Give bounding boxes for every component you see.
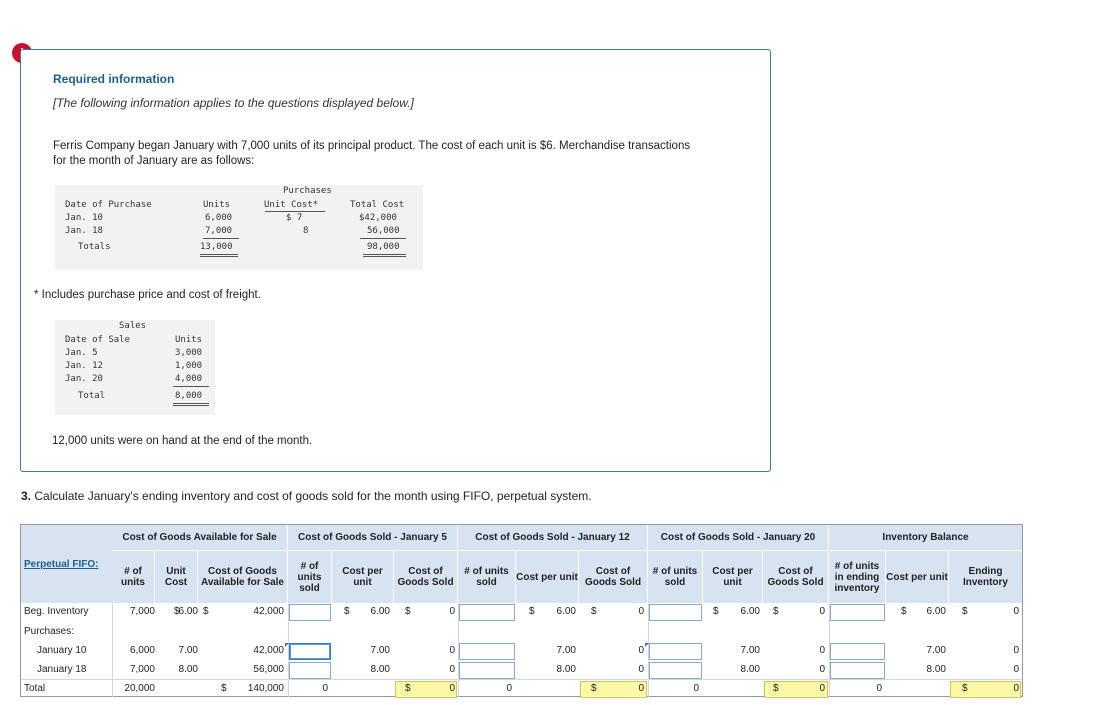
cost-per-unit-jan12-value: 7.00 (556, 645, 576, 656)
cogs-jan12-value: 0 (638, 645, 644, 656)
purchase-date: Jan. 10 (65, 213, 103, 223)
sale-units: 4,000 (175, 374, 203, 384)
units-value: 20,000 (124, 683, 155, 694)
dollar-sign: $ (405, 683, 411, 694)
sale-units: 1,000 (175, 361, 203, 371)
cost-per-unit-jan5-value: 8.00 (370, 664, 390, 675)
group-inventory-balance: Inventory Balance (829, 525, 1022, 550)
group-cost-available: Cost of Goods Available for Sale (112, 525, 288, 550)
row-label: Total (24, 683, 46, 694)
footnote: * Includes purchase price and cost of freight. (34, 289, 261, 301)
col-cost-per-unit-balance: Cost per unit (886, 550, 949, 603)
purchases-group-header: Purchases (283, 186, 332, 196)
month-end-text: 12,000 units were on hand at the end of the month. (52, 435, 313, 447)
purchase-units: 7,000 (205, 226, 233, 236)
col-cost-per-unit-jan12: Cost per unit (516, 550, 579, 603)
dollar-sign: $ (773, 683, 779, 694)
cogs-jan12-value: 0 (638, 664, 644, 675)
sales-total-units: 8,000 (175, 391, 203, 401)
required-info-title: Required information (53, 72, 175, 86)
question-body: Calculate January's ending inventory and cost of goods sold for the month using FIFO, perpetual system. (31, 489, 592, 503)
units-sold-jan5-input[interactable] (289, 662, 331, 679)
cost-available-value: 140,000 (247, 683, 284, 694)
dollar-sign: $ (405, 606, 411, 617)
cogs-jan12-total: 0 (638, 683, 644, 694)
units-sold-jan20-total: 0 (693, 683, 699, 694)
units-ending-total: 0 (876, 683, 882, 694)
perpetual-fifo-table (20, 524, 1023, 697)
cogs-jan5-value: 0 (449, 645, 455, 656)
cogs-jan20-total: 0 (819, 683, 825, 694)
intro-text: Ferris Company began January with 7,000 units of its principal product. The cost of each unit is $6. Merchandise transactions for the month of January are as follows: (53, 140, 691, 167)
purchases-totals-cost: 98,000 (367, 242, 400, 252)
units-sold-jan20-input[interactable] (649, 604, 702, 621)
cogs-jan20-value: 0 (819, 645, 825, 656)
units-ending-input[interactable] (830, 662, 885, 679)
purchase-unit-cost: $ 7 (286, 213, 303, 223)
units-sold-jan20-input[interactable] (649, 643, 702, 660)
cogs-jan20-value: 0 (819, 664, 825, 675)
col-date-of-sale: Date of Sale (65, 335, 131, 345)
group-cogs-jan5: Cost of Goods Sold - January 5 (288, 525, 458, 550)
table-row-total (21, 680, 1022, 698)
purchases-totals-units: 13,000 (200, 242, 233, 252)
cogs-jan12-value: 0 (638, 606, 644, 617)
col-date-of-purchase: Date of Purchase (65, 200, 152, 210)
cost-per-unit-jan20-value: 7.00 (740, 645, 760, 656)
cost-per-unit-jan5-value: 7.00 (370, 645, 390, 656)
dollar-sign: $ (591, 606, 597, 617)
units-sold-jan12-input[interactable] (459, 662, 515, 679)
col-units: # of units (112, 550, 155, 603)
dollar-sign: $ (529, 606, 535, 617)
dollar-sign: $ (174, 606, 180, 617)
purchase-unit-cost: 8 (303, 226, 309, 236)
sale-date: Jan. 20 (65, 374, 103, 384)
units-value: 7,000 (129, 606, 155, 617)
cost-per-unit-balance-value: 8.00 (926, 664, 946, 675)
cost-per-unit-jan12-value: 8.00 (556, 664, 576, 675)
purchase-total-cost: 56,000 (367, 226, 400, 236)
ending-inventory-value: 0 (1013, 645, 1019, 656)
sale-date: Jan. 12 (65, 361, 103, 371)
cogs-jan20-value: 0 (819, 606, 825, 617)
col-units-sold-jan12: # of units sold (458, 550, 516, 603)
table-row-january-10 (21, 642, 1022, 660)
units-value: 6,000 (129, 645, 155, 656)
purchase-date: Jan. 18 (65, 226, 103, 236)
units-sold-jan20-input[interactable] (649, 662, 702, 679)
row-label: Purchases: (24, 626, 75, 637)
col-cogs-jan20: Cost of Goods Sold (763, 550, 829, 603)
sales-group-header: Sales (119, 321, 147, 331)
units-sold-jan5-input[interactable] (289, 643, 331, 660)
row-label: Beg. Inventory (24, 606, 89, 617)
units-sold-jan5-input[interactable] (289, 604, 331, 621)
unit-cost-value: 6.00 (178, 606, 198, 617)
cost-per-unit-jan20-value: 8.00 (740, 664, 760, 675)
question-text (21, 489, 592, 503)
dollar-sign: $ (773, 606, 779, 617)
cost-per-unit-jan5-value: 6.00 (370, 606, 390, 617)
ending-inventory-value: 0 (1013, 664, 1019, 675)
cost-available-value: 42,000 (253, 645, 284, 656)
dollar-sign: $ (203, 606, 209, 617)
col-cost-available: Cost of Goods Available for Sale (198, 550, 288, 603)
purchases-totals-label: Totals (78, 242, 111, 252)
cost-per-unit-jan12-value: 6.00 (556, 606, 576, 617)
sales-total-label: Total (78, 391, 106, 401)
col-cogs-jan12: Cost of Goods Sold (579, 550, 648, 603)
units-sold-jan12-total: 0 (506, 683, 512, 694)
cost-per-unit-balance-value: 6.00 (926, 606, 946, 617)
col-unit-cost: Unit Cost (155, 550, 198, 603)
cost-per-unit-jan20-value: 6.00 (740, 606, 760, 617)
col-cost-per-unit-jan20: Cost per unit (703, 550, 763, 603)
sale-date: Jan. 5 (65, 348, 98, 358)
cogs-jan5-value: 0 (449, 606, 455, 617)
cogs-jan5-total: 0 (449, 683, 455, 694)
units-ending-input[interactable] (830, 643, 885, 660)
dollar-sign: $ (713, 606, 719, 617)
perpetual-fifo-label: Perpetual FIFO: (24, 559, 99, 570)
group-cogs-jan20: Cost of Goods Sold - January 20 (648, 525, 829, 550)
dollar-sign: $ (962, 683, 968, 694)
col-units-sold-jan5: # of units sold (288, 550, 332, 603)
table-row-purchases (21, 623, 1022, 641)
group-cogs-jan12: Cost of Goods Sold - January 12 (458, 525, 648, 550)
col-cogs-jan5: Cost of Goods Sold (394, 550, 458, 603)
row-label: January 10 (37, 645, 87, 656)
sale-units: 3,000 (175, 348, 203, 358)
units-sold-jan12-input[interactable] (459, 643, 515, 660)
col-unit-cost: Unit Cost* (264, 200, 319, 210)
units-ending-input[interactable] (830, 604, 885, 621)
dollar-sign: $ (591, 683, 597, 694)
unit-cost-value: 7.00 (178, 645, 198, 656)
dollar-sign: $ (344, 606, 350, 617)
dollar-sign: $ (901, 606, 907, 617)
cost-per-unit-balance-value: 7.00 (926, 645, 946, 656)
ending-inventory-total: 0 (1013, 683, 1019, 694)
col-cost-per-unit-jan5: Cost per unit (332, 550, 394, 603)
cost-available-value: 56,000 (253, 664, 284, 675)
col-units: Units (175, 335, 203, 345)
question-number: 3. (21, 489, 32, 503)
col-units-sold-jan20: # of units sold (648, 550, 703, 603)
units-sold-jan12-input[interactable] (459, 604, 515, 621)
required-information-panel (20, 49, 771, 472)
unit-cost-value: 8.00 (178, 664, 198, 675)
col-units: Units (203, 200, 231, 210)
units-sold-jan5-total: 0 (322, 683, 328, 694)
col-units-ending: # of units in ending inventory (829, 550, 886, 603)
cost-available-value: 42,000 (253, 606, 284, 617)
purchase-units: 6,000 (205, 213, 233, 223)
row-label: January 18 (37, 664, 87, 675)
ending-inventory-value: 0 (1013, 606, 1019, 617)
units-value: 7,000 (129, 664, 155, 675)
table-row-january-18 (21, 661, 1022, 679)
cogs-jan5-value: 0 (449, 664, 455, 675)
dollar-sign: $ (221, 683, 227, 694)
col-ending-inventory: Ending Inventory (949, 550, 1022, 603)
table-row-beg-inventory (21, 603, 1022, 621)
dollar-sign: $ (962, 606, 968, 617)
purchase-total-cost: $42,000 (359, 213, 397, 223)
col-total-cost: Total Cost (350, 200, 405, 210)
required-info-subtitle: [The following information applies to the questions displayed below.] (53, 96, 414, 110)
